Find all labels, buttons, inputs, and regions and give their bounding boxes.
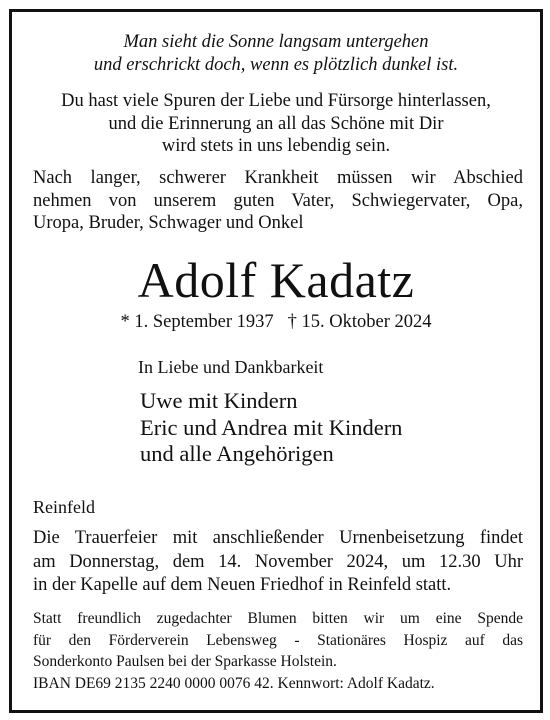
service-line: am Donnerstag, dem 14. November 2024, um 12.30 Uhr	[33, 551, 523, 572]
notice-line: nehmen von unserem guten Vater, Schwiegervater, Opa,	[33, 190, 523, 211]
notice-line: Nach langer, schwerer Krankheit müssen wir Abschied	[33, 168, 523, 188]
mourners-intro: In Liebe und Dankbarkeit	[138, 357, 324, 377]
mourner-name: Eric und Andrea mit Kindern	[140, 414, 403, 440]
funeral-service-info	[33, 527, 523, 598]
donation-line: für den Förderverein Lebensweg - Stationäres Hospiz auf das	[33, 631, 523, 649]
mourner-name: und alle Angehörigen	[140, 441, 334, 466]
obituary-frame	[9, 9, 543, 713]
service-line: Die Trauerfeier mit anschließender Urnenbeisetzung findet	[33, 528, 523, 548]
donation-line: Statt freundlich zugedachter Blumen bitten wir um eine Spende	[33, 610, 523, 627]
life-dates	[12, 311, 540, 333]
deceased-name: Adolf Kadatz	[137, 252, 415, 308]
poem-line: Man sieht die Sonne langsam untergehen	[123, 32, 429, 52]
mourners-list	[140, 388, 402, 468]
memory-line: und die Erinnerung an all das Schöne mit Dir	[108, 113, 444, 134]
death-date: † 15. Oktober 2024	[287, 312, 432, 332]
place-name: Reinfeld	[33, 497, 95, 517]
death-notice-text	[33, 167, 523, 235]
mourner-name: Uwe mit Kindern	[140, 388, 298, 413]
service-line: in der Kapelle auf dem Neuen Friedhof in Reinfeld statt.	[33, 575, 452, 595]
donation-line: IBAN DE69 2135 2240 0000 0076 42. Kennwort: Adolf Kadatz.	[33, 674, 435, 692]
memory-line: Du hast viele Spuren der Liebe und Fürsorge hinterlassen,	[61, 91, 491, 111]
donation-request	[33, 608, 523, 694]
poem-line: und erschrickt doch, wenn es plötzlich dunkel ist.	[93, 55, 459, 75]
memory-line: wird stets in uns lebendig sein.	[161, 136, 391, 156]
memory-text	[12, 90, 540, 158]
notice-line: Uropa, Bruder, Schwager und Onkel	[33, 213, 304, 233]
birth-date: * 1. September 1937	[120, 312, 274, 332]
donation-line: Sonderkonto Paulsen bei der Sparkasse Holstein.	[33, 653, 337, 670]
poem-verse	[12, 31, 540, 77]
